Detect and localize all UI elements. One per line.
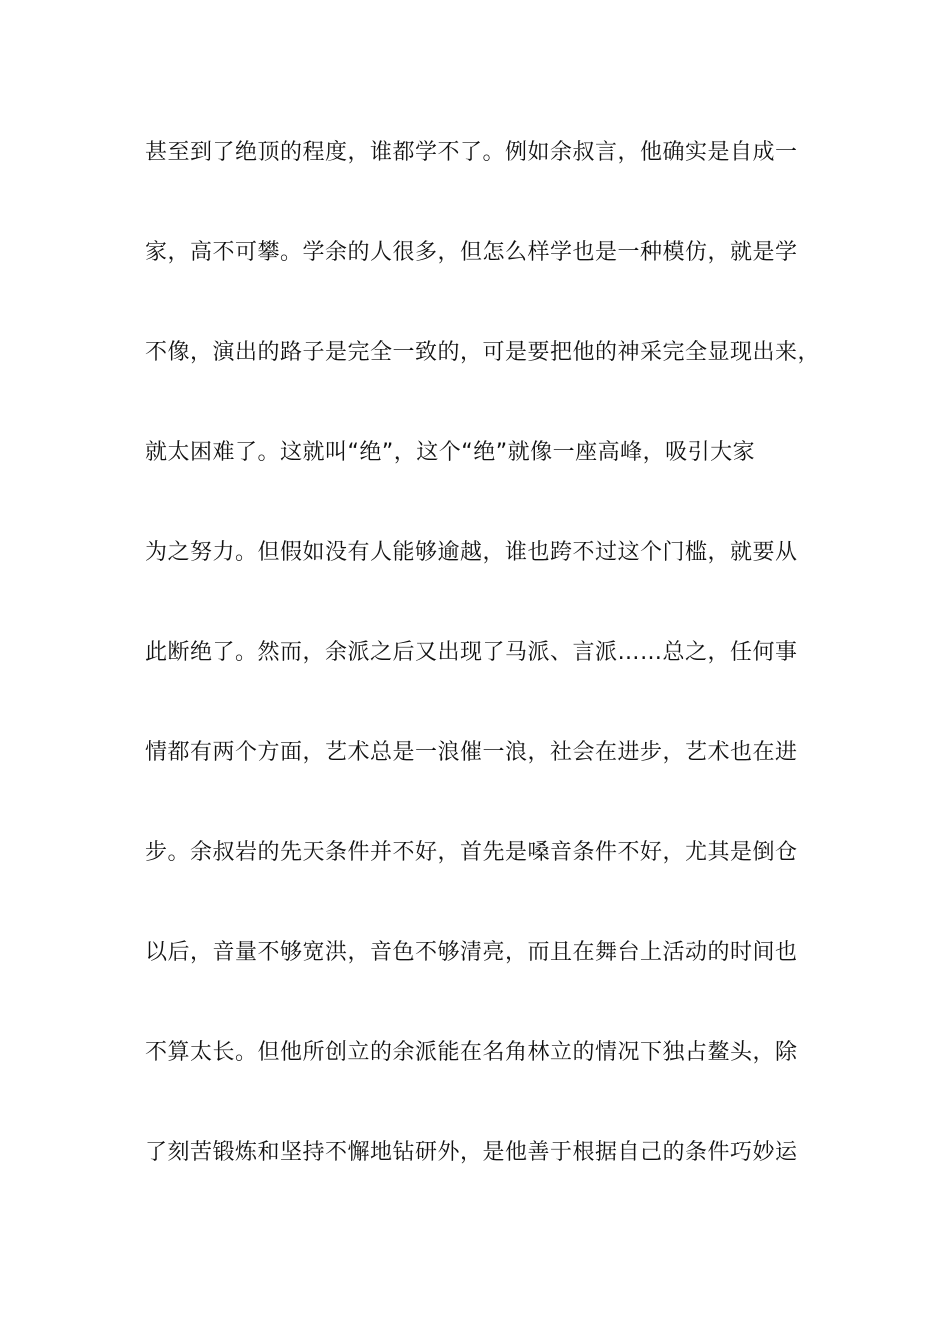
text-line-10: 不算太长。但他所创立的余派能在名角林立的情况下独占鳌头，除 — [145, 1040, 798, 1065]
text-line-3: 不像，演出的路子是完全一致的，可是要把他的神采完全显现出来， — [145, 340, 821, 365]
text-line-7: 情都有两个方面，艺术总是一浪催一浪，社会在进步，艺术也在进 — [145, 740, 798, 765]
text-line-6: 此断绝了。然而，余派之后又出现了马派、言派……总之，任何事 — [145, 640, 798, 665]
text-line-1: 甚至到了绝顶的程度，谁都学不了。例如余叔言，他确实是自成一 — [145, 140, 798, 165]
text-line-4: 就太困难了。这就叫“绝”，这个“绝”就像一座高峰，吸引大家 — [145, 440, 756, 465]
text-line-2: 家，高不可攀。学余的人很多，但怎么样学也是一种模仿，就是学 — [145, 240, 798, 265]
body-text — [145, 126, 835, 1226]
text-line-5: 为之努力。但假如没有人能够逾越，谁也跨不过这个门槛，就要从 — [145, 540, 798, 565]
text-line-11: 了刻苦锻炼和坚持不懈地钻研外，是他善于根据自己的条件巧妙运 — [145, 1140, 798, 1165]
text-line-8: 步。余叔岩的先天条件并不好，首先是嗓音条件不好，尤其是倒仓 — [145, 840, 798, 865]
text-line-9: 以后，音量不够宽洪，音色不够清亮，而且在舞台上活动的时间也 — [145, 940, 798, 965]
